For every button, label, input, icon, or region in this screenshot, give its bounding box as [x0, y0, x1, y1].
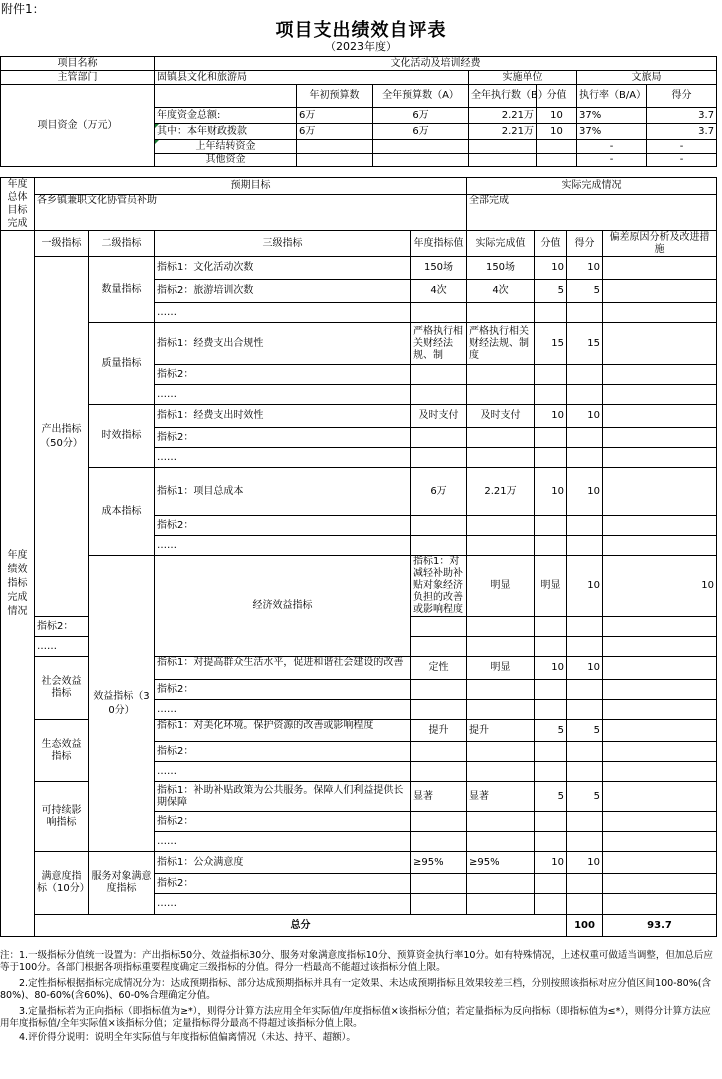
empty-cell[interactable] — [603, 637, 717, 657]
empty-cell[interactable] — [411, 762, 467, 782]
note-3: 3.定量指标若为正向指标（即指标值为≥*），则得分计算方法应用全年实际值/年度指标值×该指标分值；若定量指标为反向指标（即指标值为≤*），则得分计算方法应用年度指标值/全年实际值×该指标分值；定量指标得分最高不得超过该指标分值上限。 — [0, 1006, 711, 1029]
empty-cell[interactable] — [411, 742, 467, 762]
satisfaction-l1: 满意度指标（10分） — [35, 852, 89, 915]
eco1-target[interactable]: 提升 — [411, 720, 467, 742]
header-l1: 一级指标 — [35, 231, 89, 257]
actual-goal-value[interactable]: 全部完成 — [467, 195, 717, 231]
qty2-target[interactable]: 4次 — [411, 280, 467, 303]
qty1-reason[interactable] — [603, 257, 717, 280]
empty-cell[interactable] — [467, 385, 535, 405]
empty-cell[interactable] — [535, 637, 567, 657]
empty-cell[interactable] — [467, 812, 535, 832]
social1-score[interactable]: 10 — [567, 657, 603, 680]
empty-cell[interactable] — [535, 680, 567, 700]
funds-row-initial[interactable]: 6万 — [297, 124, 373, 140]
performance-table — [0, 177, 717, 937]
header-target: 年度指标值 — [411, 231, 467, 257]
funds-row-exec[interactable]: 2.21万 — [469, 108, 537, 124]
cost2-name[interactable]: 指标2： — [155, 516, 411, 536]
qty2-score[interactable]: 5 — [567, 280, 603, 303]
empty-cell[interactable] — [535, 303, 567, 323]
qty-ellipsis[interactable]: …… — [155, 303, 411, 323]
project-info-table — [0, 56, 717, 167]
qual1-target[interactable]: 严格执行相关财经法规、制 — [411, 323, 467, 365]
social-ellipsis[interactable]: …… — [155, 700, 411, 720]
funds-row-initial[interactable]: 6万 — [297, 108, 373, 124]
empty-cell[interactable] — [411, 365, 467, 385]
empty-cell[interactable] — [467, 874, 535, 894]
empty-cell[interactable] — [467, 742, 535, 762]
sustain1-name[interactable]: 指标1：补助补贴政策为公共服务。保障人们利益提供长期保障 — [155, 782, 411, 812]
funds-row-rate[interactable]: - — [577, 140, 647, 154]
funds-row-rate[interactable]: 37% — [577, 124, 647, 140]
empty-cell[interactable] — [535, 385, 567, 405]
qual1-val[interactable]: 15 — [535, 323, 567, 365]
time1-reason[interactable] — [603, 405, 717, 428]
funds-row-rate[interactable]: - — [577, 154, 647, 167]
indicators-side-label: 年度绩效指标完成情况 — [1, 231, 35, 937]
time1-target[interactable]: 及时支付 — [411, 405, 467, 428]
sustain1-reason[interactable] — [603, 782, 717, 812]
empty-cell[interactable] — [567, 762, 603, 782]
social1-actual[interactable]: 明显 — [467, 657, 535, 680]
service-ellipsis[interactable]: …… — [155, 894, 411, 915]
empty-cell[interactable] — [411, 680, 467, 700]
header-actual: 实际完成值 — [467, 231, 535, 257]
empty-cell[interactable] — [603, 700, 717, 720]
empty-cell[interactable] — [411, 536, 467, 556]
empty-cell[interactable] — [411, 385, 467, 405]
time1-val[interactable]: 10 — [535, 405, 567, 428]
empty-cell[interactable] — [603, 762, 717, 782]
service1-reason[interactable] — [603, 852, 717, 874]
empty-cell[interactable] — [603, 894, 717, 915]
cost-ellipsis[interactable]: …… — [155, 536, 411, 556]
empty-cell[interactable] — [411, 516, 467, 536]
empty-cell[interactable] — [603, 832, 717, 852]
empty-cell[interactable] — [467, 617, 535, 637]
empty-cell[interactable] — [535, 812, 567, 832]
empty-cell[interactable] — [567, 365, 603, 385]
empty-cell[interactable] — [535, 536, 567, 556]
empty-cell[interactable] — [567, 617, 603, 637]
page-subtitle: （2023年度） — [325, 40, 397, 53]
total-score-val[interactable]: 100 — [567, 915, 603, 937]
note-4: 4.评价得分说明：说明全年实际值与年度指标值偏离情况（未达、持平、超额）。 — [19, 1032, 356, 1043]
attachment-label: 附件1： — [1, 2, 45, 16]
empty-cell[interactable] — [467, 448, 535, 468]
empty-cell[interactable] — [467, 516, 535, 536]
cost1-val[interactable]: 10 — [535, 468, 567, 516]
econ1-actual[interactable]: 明显 — [535, 556, 567, 617]
empty-cell[interactable] — [467, 637, 535, 657]
sustain1-target[interactable]: 显著 — [411, 782, 467, 812]
funds-row-score-val[interactable] — [537, 154, 577, 167]
empty-cell[interactable] — [467, 680, 535, 700]
qty2-name[interactable]: 指标2：旅游培训次数 — [155, 280, 411, 303]
expected-goal-header: 预期目标 — [35, 178, 467, 195]
empty-cell[interactable] — [467, 365, 535, 385]
empty-cell[interactable] — [535, 516, 567, 536]
impl-label: 实施单位 — [469, 71, 577, 85]
expected-goal-value[interactable]: 各乡镇兼职文化协管员补助 — [35, 195, 467, 231]
goals-label: 年度总体目标完成 — [1, 178, 35, 231]
empty-cell[interactable] — [567, 832, 603, 852]
header-score-val: 分值 — [535, 231, 567, 257]
header-l3: 三级指标 — [155, 231, 411, 257]
empty-cell[interactable] — [567, 428, 603, 448]
time1-actual[interactable]: 及时支付 — [467, 405, 535, 428]
funds-row-score[interactable]: - — [647, 140, 717, 154]
qty1-score[interactable]: 10 — [567, 257, 603, 280]
header-score: 得分 — [567, 231, 603, 257]
sustain1-val[interactable]: 5 — [535, 782, 567, 812]
funds-row-rate[interactable]: 37% — [577, 108, 647, 124]
funds-row-score[interactable]: 3.7 — [647, 124, 717, 140]
qty2-val[interactable]: 5 — [535, 280, 567, 303]
empty-cell[interactable] — [535, 617, 567, 637]
empty-cell[interactable] — [411, 700, 467, 720]
econ-ellipsis[interactable]: …… — [35, 637, 89, 657]
econ1-target[interactable]: 明显 — [467, 556, 535, 617]
empty-cell[interactable] — [603, 874, 717, 894]
funds-row-full[interactable]: 6万 — [373, 124, 469, 140]
funds-row-exec[interactable] — [469, 140, 537, 154]
social1-target[interactable]: 定性 — [411, 657, 467, 680]
qual1-score[interactable]: 15 — [567, 323, 603, 365]
empty-cell[interactable] — [603, 428, 717, 448]
actual-goal-header: 实际完成情况 — [467, 178, 717, 195]
empty-cell[interactable] — [535, 874, 567, 894]
qual1-actual[interactable]: 严格执行相关财经法规、制度 — [467, 323, 535, 365]
funds-row-label[interactable]: 上年结转资金 — [155, 140, 297, 154]
qty1-val[interactable]: 10 — [535, 257, 567, 280]
empty-cell[interactable] — [535, 428, 567, 448]
funds-row-score-val[interactable]: 10 — [537, 124, 577, 140]
empty-cell[interactable] — [467, 700, 535, 720]
col-exec: 全年执行数（B） — [469, 85, 537, 108]
empty-cell[interactable] — [567, 874, 603, 894]
econ1-name[interactable]: 指标1：对减轻补助补贴对象经济负担的改善或影响程度 — [411, 556, 467, 617]
empty-cell[interactable] — [567, 516, 603, 536]
service1-name[interactable]: 指标1：公众满意度 — [155, 852, 411, 874]
funds-row-label[interactable]: 其中：本年财政拨款 — [155, 124, 297, 140]
qual2-name[interactable]: 指标2： — [155, 365, 411, 385]
eco1-reason[interactable] — [603, 720, 717, 742]
page-title: 项目支出绩效自评表 — [275, 20, 447, 41]
empty-cell[interactable] — [411, 637, 467, 657]
funds-row-label[interactable]: 年度资金总额: — [155, 108, 297, 124]
empty-cell[interactable] — [535, 742, 567, 762]
funds-row-initial[interactable] — [297, 140, 373, 154]
total-label: 总分 — [35, 915, 567, 937]
service-l2: 服务对象满意度指标 — [89, 852, 155, 915]
empty-cell[interactable] — [603, 617, 717, 637]
qty1-actual[interactable]: 150场 — [467, 257, 535, 280]
funds-row-exec[interactable] — [469, 154, 537, 167]
econ1-val[interactable]: 10 — [567, 556, 603, 617]
sustain-ellipsis[interactable]: …… — [155, 832, 411, 852]
time1-score[interactable]: 10 — [567, 405, 603, 428]
funds-row-full[interactable] — [373, 140, 469, 154]
time-ellipsis[interactable]: …… — [155, 448, 411, 468]
dept-label: 主管部门 — [1, 71, 155, 85]
qty1-name[interactable]: 指标1：文化活动次数 — [155, 257, 411, 280]
empty-cell[interactable] — [535, 894, 567, 915]
empty-cell[interactable] — [535, 762, 567, 782]
funds-row-exec[interactable]: 2.21万 — [469, 124, 537, 140]
empty-cell[interactable] — [603, 303, 717, 323]
benefit-l1: 效益指标（30分） — [89, 556, 155, 852]
empty-cell[interactable] — [603, 812, 717, 832]
social-l2: 社会效益指标 — [35, 657, 89, 720]
funds-row-full[interactable]: 6万 — [373, 108, 469, 124]
empty-cell[interactable] — [603, 448, 717, 468]
eco1-actual[interactable]: 提升 — [467, 720, 535, 742]
empty-cell[interactable] — [467, 428, 535, 448]
empty-cell[interactable] — [411, 428, 467, 448]
empty-cell[interactable] — [535, 700, 567, 720]
social1-val[interactable]: 10 — [535, 657, 567, 680]
empty-cell[interactable] — [467, 536, 535, 556]
sustain1-score[interactable]: 5 — [567, 782, 603, 812]
empty-cell[interactable] — [603, 365, 717, 385]
empty-cell[interactable] — [411, 617, 467, 637]
empty-cell[interactable] — [411, 812, 467, 832]
header-l2: 二级指标 — [89, 231, 155, 257]
empty-cell[interactable] — [567, 894, 603, 915]
qty1-target[interactable]: 150场 — [411, 257, 467, 280]
qty2-actual[interactable]: 4次 — [467, 280, 535, 303]
sustain2-name[interactable]: 指标2： — [155, 812, 411, 832]
social1-reason[interactable] — [603, 657, 717, 680]
empty-cell[interactable] — [567, 536, 603, 556]
cost1-actual[interactable]: 2.21万 — [467, 468, 535, 516]
cost1-score[interactable]: 10 — [567, 468, 603, 516]
social2-name[interactable]: 指标2： — [155, 680, 411, 700]
qual1-name[interactable]: 指标1：经费支出合规性 — [155, 323, 411, 365]
empty-cell[interactable] — [411, 448, 467, 468]
notes — [0, 950, 716, 1048]
empty-cell[interactable] — [467, 894, 535, 915]
empty-cell[interactable] — [467, 832, 535, 852]
empty-cell[interactable] — [535, 365, 567, 385]
empty-cell[interactable] — [411, 303, 467, 323]
qty2-reason[interactable] — [603, 280, 717, 303]
service1-target[interactable]: ≥95% — [411, 852, 467, 874]
empty-cell[interactable] — [603, 516, 717, 536]
output-l1: 产出指标（50分） — [35, 257, 89, 617]
sustain-l2: 可持续影响指标 — [35, 782, 89, 852]
service2-name[interactable]: 指标2： — [155, 874, 411, 894]
social1-name[interactable]: 指标1：对提高群众生活水平，促进和谐社会建设的改善 — [155, 657, 411, 680]
note-1: 注：1.一级指标分值统一设置为：产出指标50分、效益指标30分、服务对象满意度指标10分、预算资金执行率10分。如有特殊情况，上述权重可做适当调整，但加总后应等于100分。各部门根据各项指标重要程度确定三级指标的分值。得分一档最高不能超过该指标分值上限。 — [0, 950, 713, 973]
time1-name[interactable]: 指标1：经费支出时效性 — [155, 405, 411, 428]
funds-row-score[interactable]: - — [647, 154, 717, 167]
cost1-name[interactable]: 指标1：项目总成本 — [155, 468, 411, 516]
empty-cell[interactable] — [567, 680, 603, 700]
funds-row-initial[interactable] — [297, 154, 373, 167]
empty-cell[interactable] — [603, 385, 717, 405]
qual-ellipsis[interactable]: …… — [155, 385, 411, 405]
empty-cell[interactable] — [567, 303, 603, 323]
dept-value[interactable]: 固镇县文化和旅游局 — [155, 71, 469, 85]
total-score[interactable]: 93.7 — [603, 915, 717, 937]
col-initial: 年初预算数 — [297, 85, 373, 108]
service1-actual[interactable]: ≥95% — [467, 852, 535, 874]
funds-row-score[interactable]: 3.7 — [647, 108, 717, 124]
time-l2: 时效指标 — [89, 405, 155, 468]
project-name-label: 项目名称 — [1, 57, 155, 71]
col-rate: 执行率（B/A） — [577, 85, 647, 108]
funds-row-full[interactable] — [373, 154, 469, 167]
empty-cell[interactable] — [567, 448, 603, 468]
eco1-val[interactable]: 5 — [535, 720, 567, 742]
service1-score[interactable]: 10 — [567, 852, 603, 874]
empty-cell[interactable] — [567, 742, 603, 762]
empty-cell[interactable] — [535, 448, 567, 468]
qty-l2: 数量指标 — [89, 257, 155, 323]
qual1-reason[interactable] — [603, 323, 717, 365]
funds-row-label[interactable]: 其他资金 — [155, 154, 297, 167]
eco1-score[interactable]: 5 — [567, 720, 603, 742]
econ1-score[interactable]: 10 — [603, 556, 717, 617]
eco-ellipsis[interactable]: …… — [155, 762, 411, 782]
empty-cell[interactable] — [467, 762, 535, 782]
note-2: 2.定性指标根据指标完成情况分为：达成预期指标、部分达成预期指标并具有一定效果、未达成预期指标且效果较差三档，分别按照该指标对应分值区间100-80%(含80%)、80-60%(含60%)、60-0%合理确定分值。 — [0, 978, 711, 1001]
sustain1-actual[interactable]: 显著 — [467, 782, 535, 812]
empty-cell[interactable] — [535, 832, 567, 852]
empty-cell[interactable] — [411, 832, 467, 852]
eco1-name[interactable]: 指标1：对美化环境。保护资源的改善或影响程度 — [155, 720, 411, 742]
cost1-reason[interactable] — [603, 468, 717, 516]
col-score: 得分 — [647, 85, 717, 108]
funds-row-score-val[interactable]: 10 — [537, 108, 577, 124]
empty-cell[interactable] — [411, 894, 467, 915]
cost-l2: 成本指标 — [89, 468, 155, 556]
qual-l2: 质量指标 — [89, 323, 155, 405]
cost1-target[interactable]: 6万 — [411, 468, 467, 516]
econ-l2: 经济效益指标 — [155, 556, 411, 657]
empty-cell[interactable] — [567, 700, 603, 720]
funds-header-blank[interactable] — [155, 85, 297, 108]
eco2-name[interactable]: 指标2： — [155, 742, 411, 762]
empty-cell[interactable] — [567, 385, 603, 405]
col-full: 全年预算数（A） — [373, 85, 469, 108]
eco-l2: 生态效益指标 — [35, 720, 89, 782]
impl-value[interactable]: 文旅局 — [577, 71, 717, 85]
funds-label: 项目资金（万元） — [1, 85, 155, 167]
empty-cell[interactable] — [603, 680, 717, 700]
service1-val[interactable]: 10 — [535, 852, 567, 874]
col-score-val: 分值 — [537, 85, 577, 108]
funds-row-score-val[interactable] — [537, 140, 577, 154]
empty-cell[interactable] — [467, 303, 535, 323]
econ2-name[interactable]: 指标2： — [35, 617, 89, 637]
empty-cell[interactable] — [411, 874, 467, 894]
time2-name[interactable]: 指标2： — [155, 428, 411, 448]
header-reason: 偏差原因分析及改进措施 — [603, 231, 717, 257]
empty-cell[interactable] — [603, 536, 717, 556]
project-name-value[interactable]: 文化活动及培训经费 — [155, 57, 717, 71]
empty-cell[interactable] — [567, 637, 603, 657]
empty-cell[interactable] — [603, 742, 717, 762]
empty-cell[interactable] — [567, 812, 603, 832]
